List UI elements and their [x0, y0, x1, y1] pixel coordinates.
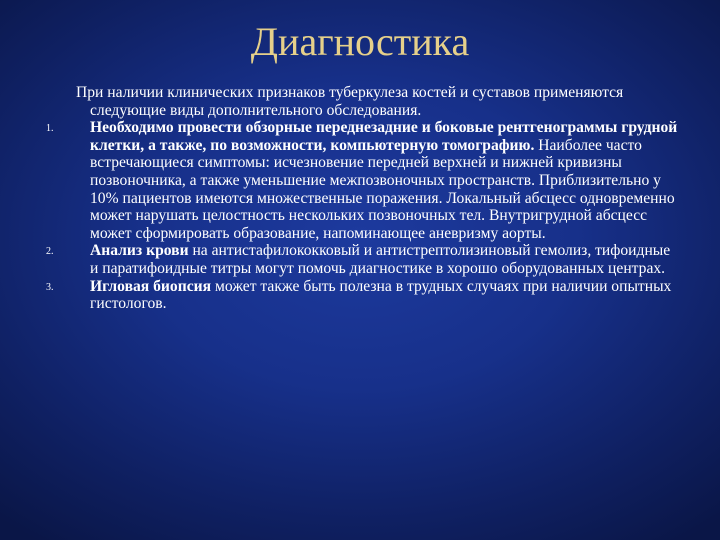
list-item-2-text: на антистафилококковый и антистрептолизиновый гемолиз, тифоидные и паратифоидные титры могут помочь диагностике в хорошо оборудованных центрах.: [90, 242, 671, 277]
list-number-3: 3.: [46, 281, 54, 293]
list-item-2-bold: Анализ крови: [90, 242, 189, 260]
list-item-1-text: Наиболее часто встречающиеся симптомы: исчезновение передней верхней и нижней кривизны позвоночника, а также уменьшение межпозвоночных пространств. Приблизительно у 10% пациентов имеются множественные поражения. Локальный абсцесс одновременно может нарушать целостность нескольких позвоночных тел. Внутригрудной абсцесс может сформировать образование, напоминающее аневризму аорты.: [90, 136, 675, 242]
list-number-2: 2.: [46, 246, 54, 258]
slide-title: Диагностика: [250, 19, 470, 64]
intro-paragraph: При наличии клинических признаков туберкулеза костей и суставов применяются следующие виды дополнительного обследования.: [76, 84, 624, 119]
list-item-1-bold: Необходимо провести обзорные переднезадние и боковые рентгенограммы грудной клетки, а также, по возможности, компьютерную томографию.: [90, 119, 678, 154]
list-item-3: [40, 278, 680, 313]
list-item-2: [40, 242, 680, 277]
list-number-1: 1.: [46, 123, 54, 135]
list-item-1: [40, 119, 680, 242]
slide-body: [40, 84, 680, 313]
list-item-3-text: может также быть полезна в трудных случаях при наличии опытных гистологов.: [90, 277, 672, 313]
list-item-3-bold: Игловая биопсия: [90, 277, 212, 295]
